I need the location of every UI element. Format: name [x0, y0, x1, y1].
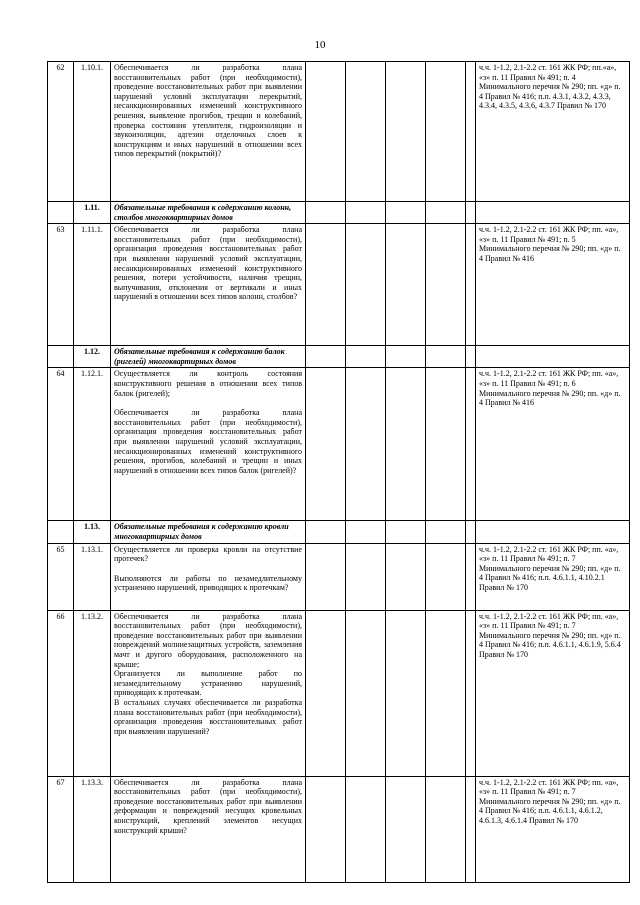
answer-cell-note[interactable] — [426, 543, 466, 610]
legal-reference: ч.ч. 1-1.2, 2.1-2.2 ст. 161 ЖК РФ; пп. «а», «з» п. 11 Правил № 491; п. 7 Минимального перечня № 290; пп. «д» п. 4 Правил № 416; п.п. 4.6.1.1, 4.6.1.2, 4.6.1.3, 4.6.1.4 Правил № 170 — [476, 776, 630, 882]
empty-cell — [386, 521, 426, 543]
answer-cell-yes[interactable] — [306, 224, 346, 346]
question-part-b: Выполняются ли работы по незамедлительному устранению нарушений, приводящих к протечкам? — [114, 573, 302, 593]
answer-cell-note[interactable] — [426, 224, 466, 346]
row-number: 65 — [48, 543, 74, 610]
legal-reference: ч.ч. 1-1.2, 2.1-2.2 ст. 161 ЖК РФ; пп. «а», «з» п. 11 Правил № 491; п. 7 Минимального перечня № 290; пп. «д» п. 4 Правил № 416; п.п. 4.6.1.1, 4.10.2.1 Правил № 170 — [476, 543, 630, 610]
answer-cell-note[interactable] — [426, 62, 466, 202]
table-row — [48, 610, 630, 776]
section-row — [48, 202, 630, 224]
requirements-table — [47, 61, 630, 883]
table-row — [48, 224, 630, 346]
answer-cell-no[interactable] — [346, 224, 386, 346]
table-row — [48, 776, 630, 882]
empty-cell — [476, 346, 630, 368]
answer-cell-yes[interactable] — [306, 610, 346, 776]
section-row — [48, 521, 630, 543]
empty-cell — [346, 521, 386, 543]
answer-cell-no[interactable] — [346, 62, 386, 202]
row-number: 63 — [48, 224, 74, 346]
empty-cell — [48, 202, 74, 224]
answer-cell-no[interactable] — [346, 610, 386, 776]
question-part-b: Обеспечивается ли разработка плана восстановительных работ (при необходимости), организация проведения восстановительных работ при выявлении нарушений условий эксплуатации, несанкционированных изменений конструктивного решения, прогибов, колебаний и трещин и иных нарушений в отношении всех типов балок (ригелей)? — [114, 408, 302, 475]
section-code: 1.12. — [74, 346, 111, 368]
question-text: Обеспечивается ли разработка плана восстановительных работ (при необходимости), организация проведения восстановительных работ при выявлении нарушений условий эксплуатации, несанкционированных изменений конструктивного решения, потери устойчивости, наличия трещин, выпучивания, отклонения от вертикали и иных нарушений в отношении всех типов колонн, столбов? — [111, 224, 306, 346]
empty-cell — [48, 521, 74, 543]
item-code: 1.13.2. — [74, 610, 111, 776]
answer-cell-na[interactable] — [386, 62, 426, 202]
section-code: 1.11. — [74, 202, 111, 224]
empty-cell — [466, 202, 476, 224]
empty-cell — [476, 202, 630, 224]
answer-cell-na[interactable] — [386, 368, 426, 521]
answer-cell-note[interactable] — [426, 368, 466, 521]
empty-cell — [306, 202, 346, 224]
empty-cell — [306, 346, 346, 368]
row-number: 66 — [48, 610, 74, 776]
question-text: Обеспечивается ли разработка плана восстановительных работ (при необходимости), проведение восстановительных работ при выявлении нарушений условий эксплуатации перекрытий, несанкционированных изменений конструктивного решения, выявление прогибов, трещин и колебаний, проверка состояния утеплителя, гидроизоляции и звукоизоляции, адгезии отделочных слоев к конструкциям и иных нарушений в отношении всех типов перекрытий (покрытий)? — [111, 62, 306, 202]
answer-cell-na[interactable] — [386, 543, 426, 610]
answer-cell-note[interactable] — [426, 610, 466, 776]
section-code: 1.13. — [74, 521, 111, 543]
section-title: Обязательные требования к содержанию кровли многоквартирных домов — [111, 521, 306, 543]
row-number: 64 — [48, 368, 74, 521]
empty-cell — [466, 224, 476, 346]
section-title: Обязательные требования к содержанию колонн, столбов многоквартирных домов — [111, 202, 306, 224]
answer-cell-na[interactable] — [386, 224, 426, 346]
empty-cell — [426, 521, 466, 543]
item-code: 1.11.1. — [74, 224, 111, 346]
question-text: Обеспечивается ли разработка плана восстановительных работ (при необходимости), проведение восстановительных работ при выявлении деформации и повреждений несущих кровельных конструкций, креплений элементов несущих конструкций крыши? — [111, 776, 306, 882]
question-part-a: Осуществляется ли проверка кровли на отсутствие протечек? — [114, 544, 302, 564]
question-part-c: В остальных случаях обеспечивается ли разработка плана восстановительных работ (при необходимости), организация проведения восстановительных работ при выявлении нарушений? — [114, 697, 302, 736]
section-row — [48, 346, 630, 368]
empty-cell — [346, 202, 386, 224]
answer-cell-yes[interactable] — [306, 776, 346, 882]
empty-cell — [466, 521, 476, 543]
item-code: 1.13.1. — [74, 543, 111, 610]
table-row — [48, 62, 630, 202]
answer-cell-yes[interactable] — [306, 62, 346, 202]
answer-cell-no[interactable] — [346, 368, 386, 521]
answer-cell-yes[interactable] — [306, 543, 346, 610]
page-number: 10 — [314, 39, 326, 51]
legal-reference: ч.ч. 1-1.2, 2.1-2.2 ст. 161 ЖК РФ; пп. «а», «з» п. 11 Правил № 491; п. 5 Минимального перечня № 290; пп. «д» п. 4 Правил № 416 — [476, 224, 630, 346]
empty-cell — [466, 543, 476, 610]
row-number: 67 — [48, 776, 74, 882]
empty-cell — [466, 776, 476, 882]
empty-cell — [386, 202, 426, 224]
answer-cell-yes[interactable] — [306, 368, 346, 521]
legal-reference: ч.ч. 1-1.2, 2.1-2.2 ст. 161 ЖК РФ; пп. «а», «з» п. 11 Правил № 491; п. 7 Минимального перечня № 290; пп. «д» п. 4 Правил № 416; п.п. 4.6.1.1, 4.6.1.9, 5.6.4 Правил № 170 — [476, 610, 630, 776]
answer-cell-na[interactable] — [386, 776, 426, 882]
table-row — [48, 543, 630, 610]
empty-cell — [426, 346, 466, 368]
empty-cell — [48, 346, 74, 368]
empty-cell — [346, 346, 386, 368]
answer-cell-no[interactable] — [346, 543, 386, 610]
empty-cell — [466, 610, 476, 776]
question-text — [111, 368, 306, 521]
question-text — [111, 543, 306, 610]
section-title: Обязательные требования к содержанию балок (ригелей) многоквартирных домов — [111, 346, 306, 368]
empty-cell — [426, 202, 466, 224]
row-number: 62 — [48, 62, 74, 202]
answer-cell-note[interactable] — [426, 776, 466, 882]
legal-reference: ч.ч. 1-1.2, 2.1-2.2 ст. 161 ЖК РФ; пп.«а», «з» п. 11 Правил № 491; п. 4 Минимального перечня № 290; пп. «д» п. 4 Правил № 416; п.п. 4.3.1, 4.3.2, 4.3.3, 4.3.4, 4.3.5, 4.3.6, 4.3.7 Правил № 170 — [476, 62, 630, 202]
answer-cell-na[interactable] — [386, 610, 426, 776]
empty-cell — [386, 346, 426, 368]
empty-cell — [476, 521, 630, 543]
empty-cell — [466, 368, 476, 521]
item-code: 1.13.3. — [74, 776, 111, 882]
table-row — [48, 368, 630, 521]
empty-cell — [306, 521, 346, 543]
empty-cell — [466, 62, 476, 202]
question-part-a: Обеспечивается ли разработка плана восстановительных работ (при необходимости), проведение восстановительных работ при выявлении повреждений молниезащитных устройств, заземления мачт и другого оборудования, расположенного на крыше; — [114, 611, 302, 669]
empty-cell — [466, 346, 476, 368]
item-code: 1.12.1. — [74, 368, 111, 521]
question-text — [111, 610, 306, 776]
item-code: 1.10.1. — [74, 62, 111, 202]
answer-cell-no[interactable] — [346, 776, 386, 882]
legal-reference: ч.ч. 1-1.2, 2.1-2.2 ст. 161 ЖК РФ; пп. «а», «з» п. 11 Правил № 491; п. 6 Минимального перечня № 290; пп. «д» п. 4 Правил № 416 — [476, 368, 630, 521]
question-part-a: Осуществляется ли контроль состояния конструктивного решения в отношении всех типов балок (ригелей); — [114, 369, 302, 398]
question-part-b: Организуется ли выполнение работ по незамедлительному устранению нарушений, приводящих к протечкам. — [114, 669, 302, 698]
